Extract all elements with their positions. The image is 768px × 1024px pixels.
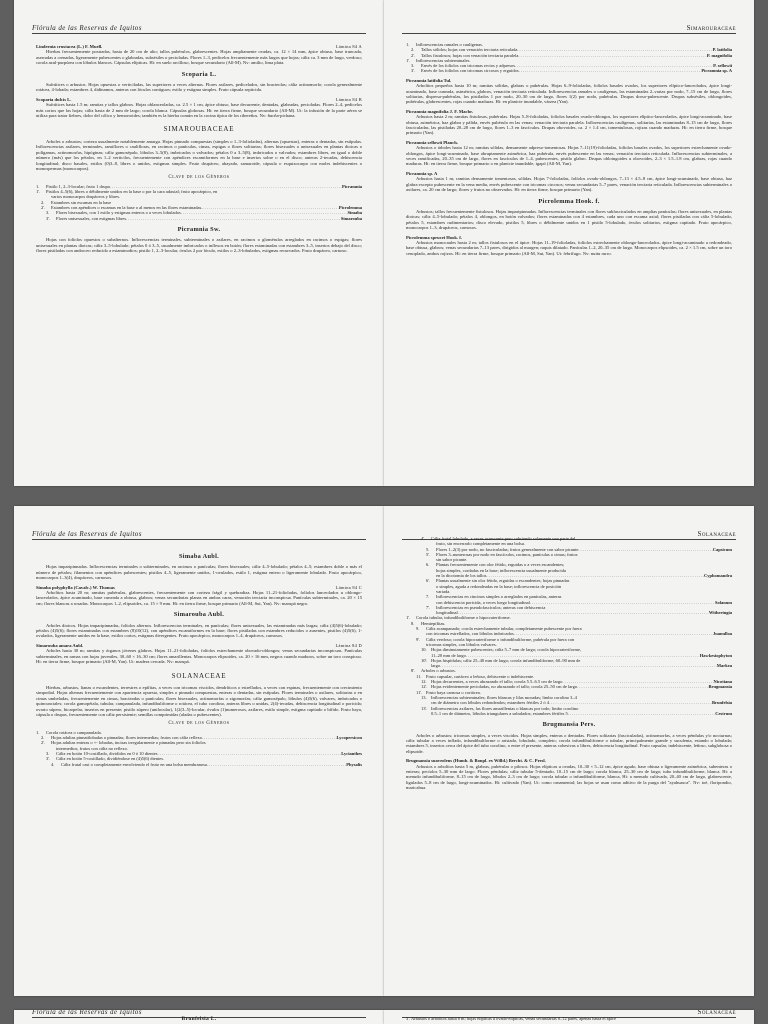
key-couplet-text: Plantas frecuentemente con olor fétido, erguidas o a veces escandentes; (436, 562, 565, 568)
key-couplet-number: 1'. (406, 57, 411, 63)
page-body (36, 548, 362, 988)
key-couplet-text: Cáliz acampanado; corola estrechamente tubular, completamente pubescente por fuera (426, 626, 582, 632)
genus-description: Hojas con folíolos opuestos o subalternos. Inflorescencias terminales, subterminales o axilares, en racimos o glomérulos arreglados en racimos o espigas; flores unisexuales en plantas dioicas; cáliz 3–5-lobulado; pétalos 0 ó 3–5, usualmente imbricados o inflexos en botón; flores estaminadas con estambres 3–5, insertos debajo del disco; flores pistiladas con androceo reducido a estaminodios; pistilo 1, 2–3-locular, óvulos 2 por lóculo, estilos o 2–3-lobulados, estigmas recurvados. Fruto drupáceo, carnoso. (36, 237, 362, 254)
leader-dots (519, 68, 702, 73)
key-result-taxon: P. magnifolia (706, 52, 732, 58)
key-couplet-number: 13'. (421, 705, 428, 711)
key-couplet-number: 11. (416, 673, 422, 679)
identification-key (36, 184, 362, 221)
key-couplet-text: Hojas decurrentes, a veces abrazando el tallo; corola 5.5–6.5 cm de largo (431, 679, 563, 685)
key-couplet-number: 7'. (426, 604, 431, 610)
key-couplet-text: Tallos sólidos; hojas con venación terciaria reticulada (421, 47, 518, 53)
key-couplet-text: varios monocarpos drupáceos y libres. (51, 194, 121, 200)
species-name: Simaba polyphylla (Cavalc.) W. Thomas (36, 584, 115, 590)
species-name: Picramnia latifolia Tul. (406, 77, 452, 83)
key-result-taxon: Physalis (346, 761, 362, 767)
leader-dots (578, 547, 712, 552)
key-couplet-text: largo (431, 663, 441, 669)
page-body (406, 536, 732, 988)
key-couplet-text: Hojas hispídulas; cáliz 25–40 mm de largo; corola infundibuliforme, 60–90 mm de (431, 657, 581, 663)
key-couplet-text: Envés de los folíolos con tricomas circosos y erguidos (421, 68, 519, 74)
key-couplet-text: Inflorescencias en cincinos simples o arreglados en panículas, anteras (436, 594, 562, 600)
key-line: 3'. Arbustos o arbolitos hasta 6 m; hojas elípticas u ovado-elípticas, venas secundarias 8–12 pares, apenas hasta el ápice (406, 1016, 616, 1021)
key-couplet-number: 1'. (36, 189, 41, 195)
key-couplet-number (421, 711, 431, 716)
species-name: Picramnia magnifolia J. F. Macbr. (406, 108, 473, 114)
running-head-title: Flórula de las Reservas de Iquitos (32, 24, 142, 32)
key-couplet-number: 5. (426, 546, 430, 552)
key-result-taxon: Lycopersicon (336, 735, 362, 741)
plate-ref: Lámina 84 A (335, 44, 362, 49)
key-couplet-text: Inflorescencias axilares, las flores amarillentas o blancas por todo; limbo corolino (431, 705, 579, 711)
key-couplet-text: fruto, sin encerrarlo completamente en una bolsa. (436, 541, 525, 547)
key-couplet-number: 2. (41, 735, 45, 741)
genus-description: Sufrútices o arbustos. Hojas opuestas o verticiladas, las superiores a veces alternas. Flores axilares, pedicelados, sin bracteolas; cáliz actinomorfo; corola generalmente rotácea, 4-lobada; estambres 4, didínamos, anteras con lóculos contiguos; estilo y estigma simples. Fruto cápsula septicida. (36, 82, 362, 93)
key-couplet-number: 6. (426, 562, 430, 568)
key-couplet-text: variada. (436, 588, 451, 594)
genus-heading: Scoparia L. (181, 70, 217, 78)
key-couplet-number: 3'. (411, 68, 416, 74)
key-couplet-number: 6'. (426, 578, 431, 584)
key-result-taxon: Simarouba (340, 215, 362, 221)
key-couplet-number: 10. (421, 647, 427, 653)
key-result-taxon: Lycianthes (341, 750, 362, 756)
plate-ref: Lámina 84 C (335, 584, 362, 590)
key-couplet-number: 2'. (411, 52, 416, 58)
key-couplet-text: Estambres sin escamas en la base (51, 199, 112, 205)
leader-dots (577, 684, 708, 689)
genus-heading: Simaba Aubl. (179, 553, 219, 560)
species-description: Sufrútices hasta 1.5 m; ramitas y tallos glabros. Hojas oblanceoladas, ca. 2.5 × 1 cm, ápice obtuso, base decurrente, dentadas, glabradas, pecioladas. Flores 2–4, pedicelos más cortos que las hojas; cáliz hasta de 2 mm de largo; corola blanca. Cápsulas globosas. Hi: en tierra firme, bosque secundario (All-M). Ut: la infusión de la parte aérea se utiliza para tratar fiebres, dolor del cólico y hemorroides; también es la hierba común en la cocina típica de los ribereños. Nv: ñucña-pichana. (36, 102, 362, 119)
key-couplet-number: 2'. (41, 740, 46, 746)
running-head-title: Solanaceae (697, 530, 736, 538)
key-couplet-number: 4'. (421, 536, 426, 541)
species-description: Arbolitos hasta 20 m; ramitas pubérulas, glabrescentes, frecuentemente con corteza frágil y quebradiza. Hojas 11–21-folioladas, folíolos lanceolados u oblongo-lanceolados, ápice acuminado, base cuneada a obtusa, glabros; venas secundarias planas en ambas caras, venación terciaria inconspicua. Panículas subterminales, ca. 20 × 15 cm; flores blancas a rosadas. Monocarpos 1–2, elipsoides, ca. 15 × 9 mm. Hi: en tierra firme, bosque primario (All-M, Sut, Yan). Nv: marupá negro. (36, 590, 362, 606)
key-result-taxon: P. sellowii (713, 63, 732, 69)
species-description: Hierbas frecuentemente postradas, hasta de 20 cm de alto; tallos pubérulos, glabrescentes. Hojas ampliamente ovadas, ca. 12 × 14 mm, ápice obtuso, base truncada, aserradas a crenadas, ligeramente pubescentes o glabradas, subsésiles o pecioladas. Flores 1–3, pedicelos frecuentemente más largos que hojas; cáliz ca. 3 mm de largo, verdoso; corola azul-purpúrea con lóbulos blancos. Cápsulas elípticas. Hi: en suelo arcilloso, bosque secundario (All-M). Nv: amilio, lima plata. (36, 49, 362, 66)
species-name: Picramnia sellowii Planch. (406, 139, 458, 145)
key-couplet-number: 3. (411, 63, 415, 69)
key-couplet-number: 2. (41, 199, 45, 205)
key-line (406, 68, 732, 73)
page-body (406, 42, 732, 478)
key-result-taxon: Hawkesiophyton (699, 652, 732, 658)
leader-dots (518, 53, 707, 58)
key-result-taxon: Juanulloa (712, 631, 732, 637)
key-result-taxon: Capsicum (712, 546, 732, 552)
key-result-taxon: Brunfelsia (711, 700, 732, 706)
key-couplet-text: en la dicotomía de los tallos (436, 573, 487, 579)
genus-description: Arboles o arbustos; tricomas simples, a veces viscidos. Hojas simples, enteras o dentadas. Flores solitarias (fasciculadas), actinomorfas, a veces péndulas y/o nocturnas; cáliz tubular a veces inflado, infundibuliforme o aristado, lobulado, completo; corola infundibuliforme o tubular, principalmente grande y suculenta, estando o lobulada; estambres 5, insertos cerca del ápice del tubo corolino, o entre el presente, anteras cohesivas o libres, dehiscencia longitudinal. Fruto capsular, indehiscente, leñoso, subglobosa o elipsoide. (406, 732, 732, 754)
family-description: Arboles o arbustos; corteza usualmente notablemente amarga. Hojas pinnado compuestas (simples o 1–3-folioladas), alternas (opuestas), enteras o dentadas, sin estípulas. Inflorescencias axilares, terminales, ramiflores o caulifloras, en racimos o panículas, cimas, espigas o flores solitarias; flores bisexuales o unisexuales en plantas dioicas o polígamas, actinomorfas, hipóginas; cáliz gamosépalo, lóbulos 3–5(8), imbricados o valvados; pétalos 0 a 3–5(8), imbricados o valvados; estambres libres, en igual o doble número (más) que los pétalos, en 1–2 verticilos, frecuentemente con apéndices escamiformes en la base e insertos sobre o en el disco; anteras 2-tecadas, dehiscencia longitudinal; disco basales, estilos (0)3–8, libres o unidos, estigmas simples. Fruto drupáceo, abayado, samaroide, cápsula o esquizocarpo con moles indehiscentes o monospermas (monocarpos). (36, 138, 362, 171)
leader-dots (440, 663, 717, 668)
key-couplet-number: 1. (36, 183, 40, 189)
key-title: Clave de los Géneros (168, 721, 230, 727)
key-couplet-text: o simples, aguda a redondeadas en la base; inflorescencia de posición (436, 583, 562, 589)
key-couplet-text: sin sabor picante. (436, 557, 468, 563)
genus-description: Hojas imparipinnadas. Inflorescencias terminales o subterminales, en racimos o panículas; flores bisexuales; cáliz 4–5-lobulado; pétalos 4–5; estambres doble o más el número de pétalos; filamentos con apéndices pubescentes; pistilos 4–5, ligeramente unidos, 1-ovulados, estilo 1, estigma entero o ligeramente lobulado. Fruto apocárpico, monocarpos 1–3(4), drupáceos, carnosos. (36, 564, 362, 581)
genus-heading: Simarouba Aubl. (173, 611, 225, 619)
page-body (36, 42, 362, 478)
key-couplet-text: Flores 3–numerosas por nodo en fascículos, racimos, panículas o cimas; frutos (436, 551, 578, 557)
identification-key (36, 730, 362, 767)
key-line (406, 711, 732, 716)
key-couplet-text: Cáliz en botón 10-costillado, divididos en 0 ó 10 dientes (56, 750, 158, 756)
species-description: Arbustos o arbolitos hasta 5 m, glabras, pubérulas o pilosos. Hojas elípticas u ovadas, 10–30 × 5–12 cm, ápice agudo, base obtusa o ligeramente asimétrica, subenteras o enteras; pecíolos 5–30 mm de largo. Flores péndulas; cáliz tubular 5-dentado, 10–15 cm de largo; corola blanca, 25–30 cm de largo; tubo infundibuliforme, blanca. Hi: a menudo infundibuliforme, 8–15 cm de largo, lóbulos 2–3 cm de largo; corola tubular o infundibuliforme, blanca, Hi: a menudo cultivada, 20–40 cm de largo, glabrescente, ligulados 5–8 cm de largo, longi-acuminados. Hi: cultivado (Yan). Ut: como ornamental; las hojas se usan como aditivo de la purga del "ayahuasca". Nv: toé, floripondio, maricahua. (406, 763, 732, 791)
plate-ref: Lámina 84 D (335, 642, 362, 648)
key-result-taxon: Picrolemma (338, 204, 362, 210)
species-name: Brugmansia suaveolens (Humb. & Bonpl. ex Willd.) Bercht. & C. Presl. (406, 758, 546, 764)
key-couplet-text: Fruto capsular, cartáceo a leñoso, dehiscente o indehiscente. (426, 673, 535, 679)
key-couplet-number: 2. (411, 47, 415, 53)
key-result-taxon: Cyphomandra (703, 573, 732, 579)
key-couplet-text: Inflorescencias en pseudofascículos; anteras con dehiscencia (436, 604, 546, 610)
key-couplet-text: 11–20 mm de largo (431, 652, 466, 658)
page-bottom-left (14, 506, 384, 996)
key-couplet-text: Corola tubular, infundibuliforme o hipocrateriforme. (416, 615, 511, 621)
running-head-title: Solanaceae (697, 1010, 736, 1016)
key-couplet-number: 10'. (421, 657, 428, 663)
species-description: Arbustos hasta 1 m; ramitas densamente tomentosas, sólidas. Hojas 7-folioladas, folíolos ovado-oblongos, 7–13 × 4.5–8 cm, ápice longi-acuminado, base obtusa, haz glabra excepto pubescente en la vena media, envés pubescente con tricomas circosos; venas secundarias 5–7 pares, venación terciaria reticulada. Inflorescencias subterminales o axilares, ca. 20 cm de largo; flores y frutos no observados. Hi: en tierra firme, bosque primario (Yan). (406, 176, 732, 193)
key-couplet-text: Corola rotácea o campanulada. (46, 729, 102, 735)
key-couplet-text: Cáliz en botón 5-costillado, dividiéndose en (4)5(6) dientes. (56, 756, 165, 762)
key-couplet-number: 1'. (406, 615, 411, 621)
genus-heading: Brugmansia Pers. (542, 721, 596, 729)
key-couplet-text: cm de diámetro con lóbulos redondeados; estambres fértiles 2 ó 4 (431, 700, 549, 706)
family-heading: SIMAROUBACEAE (163, 125, 235, 134)
key-couplet-text: Flores bisexuales, con 1 estilo y estigmas enteros o a veces lobulados (56, 210, 181, 216)
species-description: Arbolitos pequeños hasta 10 m; ramitas sólidas, glabras o pubérulas. Hojas 6–9-folioladas, folíolos basales ovados, los superiores elíptico-lanceolados, ápice longi-acuminado, base cuneada, asimétrica, glabros, venación terciaria reticulada. Inflorescencias ramales o caulígenas, las estaminadas 2–varias por nodo, 7–15 cm de largo, flores solitarias, dispersa-pubérulas, los pistilados 1 por nodo, 20–30 cm de largo, flores 1(2) por nodo, pubérulas. Drupas dorso-pubescente. Drupas subsésiles, oblongoides, pubérulas, glabrescentes, rojas cuando maduras. Hi: en planicie inundable, várzea (Yan). (406, 83, 732, 105)
genus-description: Arboles dioicos. Hojas imparipinnadas, folíolos alternos. Inflorescencias terminales, en panículas; flores unisexuales, las estaminadas más largas; cáliz (4)5(6)-lobulado; pétalos (4)5(6); flores estaminadas con estambres (8)10(12), con apéndices escamiformes en la base; flores pistiladas con estambres reducidos o ausentes, pistilos (4)5(6), 1-ovulados, ligeramente unidos en la base, estilos cortos, estigmas divergentes. Fruto apocárpico, monocarpos 1–4, drupáceos, carnosos. (36, 622, 362, 639)
key-couplet-text: tricomas simples, con lóbulos valvares. (426, 641, 497, 647)
species-description: Arbustos hasta 2 m; ramitas fistulosas, pubérulas. Hojas 5–8-folioladas, folíolos basales ovado-oblongos, los superiores elíptico-lanceolados, ápice longi-acuminado, base obtusa, asimétrica, haz glabra y pálida, envés pubérulo en las venas; venación terciaria paralela. Inflorescencias caulígenas, solitarias, las estaminadas 8–15 cm de largo, flores fasciculadas, las pistiladas 20–28 cm de largo, flores 1–3 en fascículos. Drupas obovoides, ca. 2 × 1.4 cm, tomentulosas, rojizas cuando maduras. Hi: en tierra firme, bosque primario (Yan). (406, 114, 732, 136)
key-line (36, 216, 362, 221)
key-couplet-text: intermedios; frutos con cáliz no reflexo. (56, 745, 128, 751)
species-name: Lindernia crustacea (L.) F. Muell. (36, 44, 103, 49)
running-head (402, 24, 736, 34)
key-couplet-text: Hojas adultas enteras o +- lobadas, incisas irregularmente o pinnadas pero sin folíolos (51, 740, 206, 746)
page-top-left (14, 0, 384, 486)
running-head (32, 24, 366, 34)
key-result-taxon: Witheringia (708, 610, 732, 616)
leader-dots (568, 711, 716, 716)
key-result-taxon: Simaba (347, 210, 362, 216)
key-couplet-text: Tallos fistulosos; hojas con venación terciaria paralela (421, 52, 519, 58)
plate-ref: Lámina 84 B (335, 96, 362, 102)
key-couplet-text: Hojas evidentemente pecioladas, no abrazando el tallo; corola 25–50 cm de largo (431, 684, 578, 690)
leader-dots (126, 216, 341, 221)
species-name: Simarouba amara Aubl. (36, 642, 84, 648)
leader-dots (202, 735, 337, 740)
key-line (36, 762, 362, 767)
key-couplet-text: Pistilos 4–5(6), libres o débilmente unidos en la base o por la cara adaxial; fruto apocárpico, en (46, 189, 218, 195)
key-result-taxon: Cestrum (715, 710, 732, 716)
key-couplet-number: 4. (51, 761, 55, 767)
key-couplet-text: Inflorescencias subterminales; flores blancas y lilas moradas; limbo corolino 3–4 (431, 694, 577, 700)
genus-heading: Picrolemma Hook. f. (538, 197, 600, 205)
genus-heading: Brunfelsia L. (181, 1016, 217, 1022)
running-head-title: Simaroubaceae (686, 24, 736, 32)
key-couplet-text: Hojas adultas pinnatilobadas o pinnadas; flores intermedias; frutos con cáliz reflexo (51, 735, 202, 741)
leader-dots (158, 751, 342, 756)
key-couplet-text: Hemiepífitas. (421, 620, 446, 626)
key-couplet-text: Cáliz frutal lobulado, a veces acrescente pero cubriendo solamente una parte del (431, 536, 576, 541)
key-couplet-text: con tricomas estrellados, con lóbulos imbricados (426, 631, 514, 637)
key-couplet-number: 9'. (416, 636, 421, 642)
page-bottom-right (384, 506, 754, 996)
key-couplet-text: Inflorescencias subterminales. (416, 57, 471, 63)
key-couplet-text: longitudinal (436, 610, 458, 616)
key-couplet-text: Plantas usualmente sin olor fétido, erguidas o escandentes; hojas pinnadas (436, 578, 570, 584)
key-result-taxon: P. latifolia (712, 47, 732, 53)
species-description: Arbustos monocaules hasta 2 m; tallos fistulosos en el ápice. Hojas 11–19-folioladas, folíolos estrechamente oblongo-lanceolados, ápice longi-acuminado a redondeado, base obtusa, glabros; venas secundarias 7–13 pares, dirigidos al margen; raquis dilatado. Panículas 1–2, 20–35 cm de largo. Monocarpos elipsoides, ca. 2 × 1.5 cm, sobre un toro cenoplado, ambos rojizos. Hi: en tierra firme, bosque primario (All-M, Sut, Yan). Ut: febrífugo. Nv: nuitu rurro. (406, 239, 732, 256)
species-description: Arbustos o árboles hasta 12 m; ramitas sólidas, densamente adpreso-tomentosas. Hojas 7–11(19)-folioladas, folíolos basales ovados, los superiores estrechamente ovado-oblongos, ápice longi-acuminado, base abruptamente asimétrica, haz pubérula, envés pubescente en las venas; venación terciaria reticulada. Inflorescencias subterminales, a veces ramificadas, 20–35 cm de largo, flores en fascículos de 1–4, pubescentes, pistilo glabro. Drupas obloingoides u obovoides, 2–3 × 1.5–1.8 cm, glabras, rojas cuando maduras. Hi: en tierra firme, bosque primario o en planicie inundable, igapó (All-M, Yan). (406, 145, 732, 167)
key-couplet-number: 5'. (426, 551, 431, 557)
genus-heading: Picramnia Sw. (177, 225, 221, 233)
key-couplet-number: 13. (421, 694, 427, 700)
key-couplet-text: Cáliz frutal casi o completamente envolviendo el fruto en una bolsa membranosa (61, 761, 207, 767)
leader-dots (530, 600, 715, 605)
key-couplet-text: 0.5–1 cm de diámetro, lóbulos triangulares a subulados; estambres fértiles 5 (431, 710, 568, 716)
key-couplet-number: 1. (406, 42, 410, 47)
family-heading: SOLANACEAE (171, 671, 227, 680)
page-partial-right (384, 1010, 754, 1024)
key-couplet-text: Cáliz verdoso; corola hipocrateriforme o infundibuliforme, pubérula por fuera con (426, 636, 575, 642)
key-couplet-number: 11'. (416, 689, 423, 695)
species-description: Arboles hasta 30 m; ramitas y órganos jóvenes glabros. Hojas 11–21-folioladas, folíolos estrechamente obovado-oblongos; venas secundarias inconspicuas. Panículas subterminales, en ramas con hojas juveniles, 30–60 × 16–30 cm; flores amarillentas. Monocarpos elipsoides, ca. 20 × 16 mm, negros cuando maduros, sobre un toro conspicuo. Hi: en tierra firme, bosque primario (All-M, Yan). Ut: madera cercada. Nv: marupá. (36, 648, 362, 665)
key-couplet-number: 7. (426, 594, 430, 600)
key-couplet-text: con dehiscencia poricida, a veces luego longitudinal (436, 599, 530, 605)
key-couplet-number: 12'. (421, 684, 428, 690)
key-result-taxon: Solanum (714, 599, 732, 605)
leader-dots (207, 762, 346, 767)
key-couplet-number: 3'. (46, 215, 51, 221)
key-couplet-text: hojas simples, cordadas en la base; inflorescencia usualmente producida (436, 567, 566, 573)
key-couplet-number: 2'. (41, 204, 46, 210)
key-result-taxon: Picramnia sp. A (701, 68, 732, 74)
key-couplet-number: 3'. (46, 756, 51, 762)
key-couplet-number: 3. (46, 210, 50, 216)
key-result-taxon: Markea (716, 663, 732, 669)
running-head (32, 530, 366, 540)
key-couplet-text: Hojas diminutamente pubescentes; cáliz 5–7 mm de largo; corola hipocrateriforme, (431, 647, 582, 653)
key-couplet-text: Fruto baya carnosa o coriácea. (426, 689, 481, 695)
key-couplet-number: 1. (36, 729, 40, 735)
running-head-title: Flórula de las Reservas de Iquitos (32, 1010, 142, 1016)
key-couplet-number: 8'. (411, 668, 416, 674)
genus-description: Arbustos; tallos frecuentemente fistulosos. Hojas imparipinnadas. Inflorescencias terminales con flores subfasciculados en amplias panículas; flores unisexuales, en plantas dioicas; cáliz 4–5-lobulado; pétalos 4, oblongos, en botón valvados; flores estaminadas con 4 estambres, cada uno con escama axial; flores pistiladas con cáliz 5-lobulado, pétalos 5, estambres rudimentarios; disco elevado, pistilos 5, libres o débilmente unidos en 1 pistilo 5-lobulado, óvulos solitarios, estigma capitado. Fruto apocárpico, monocarpos 1–3, drupáceos, carnosos. (406, 208, 732, 231)
key-couplet-text: Inflorescencias ramales o caulígenas. (416, 42, 483, 47)
page-partial-left (14, 1010, 384, 1024)
key-title: Clave de los Géneros (168, 175, 230, 181)
key-result-taxon: Picramnia (342, 183, 362, 189)
key-couplet-text: Flores unisexuales, con estigmas libres (56, 215, 127, 221)
running-head-title: Flórula de las Reservas de Iquitos (32, 530, 142, 538)
species-name: Picrolemma sprucei Hook. f. (406, 234, 462, 240)
family-description: Hierbas, arbustos, lianas o escandentes, terrestres o epífitas, a veces con tricomas viscidos, dendríticos o estrellados, a veces con espinas, frecuentemente con crecimiento simpodial. Hojas alternas frecuentemente con apariencia opuesta, simples o pinnado compuestas, enteras o dentadas, sin estípulas. Flores terminales o axilares, solitarias o en cimas umbeladas, frecuentemente en cimas, bracteadas o panículas; flores bisexuales, actinomorfas o zigomorfas; cáliz gamosépalo, lóbulos (4)5(6), valvares, imbricados o quincunciales; corola gamopétala, tubular, campanulada, infundibuliforme o rotácea, el tubo corolino, anteras libres o unidas, 2(4)-tecadas, dehiscencia longitudinal o poricida; ovario súpero, bicarpelar, insertos en presente; pistilo súpero (unilocular), 1(2(3–5)-locular, óvulos (1)numerosos, axilares, estilo simple, estigma capitado o bífido. Fruto baya, cápsula o drupas, frecuentemente con cáliz persistente; semillas comprimidas (aladas o pubescentes). (36, 684, 362, 717)
key-couplet-number: 12. (421, 679, 427, 685)
species-name: Scoparia dulcis L. (36, 96, 72, 102)
key-couplet-text: Estambres con apéndices o escamas en la base o al menos en las flores estaminadas. (51, 204, 203, 210)
identification-key (406, 42, 732, 74)
key-couplet-number: 9. (416, 626, 420, 632)
key-result-taxon: Nicotiana (713, 679, 732, 685)
species-name: Picramnia sp. A (406, 170, 438, 176)
key-couplet-text: Envés de los folíolos con tricomas rectos y adpresos (421, 63, 515, 69)
key-result-taxon: Brugmansia (708, 684, 732, 690)
key-couplet-text: Pistilo 1, 2–3-locular; fruto 1 drupa (46, 183, 110, 189)
page-top-right (384, 0, 754, 486)
identification-key (406, 536, 732, 716)
key-couplet-text: Flores 1–2(3) por nodo, no fasciculadas; frutos generalmente con sabor picante (436, 546, 579, 552)
key-couplet-number: 8. (411, 620, 415, 626)
key-couplet-text: Arboles o arbustos. (421, 668, 456, 674)
key-couplet-number: 3. (46, 750, 50, 756)
